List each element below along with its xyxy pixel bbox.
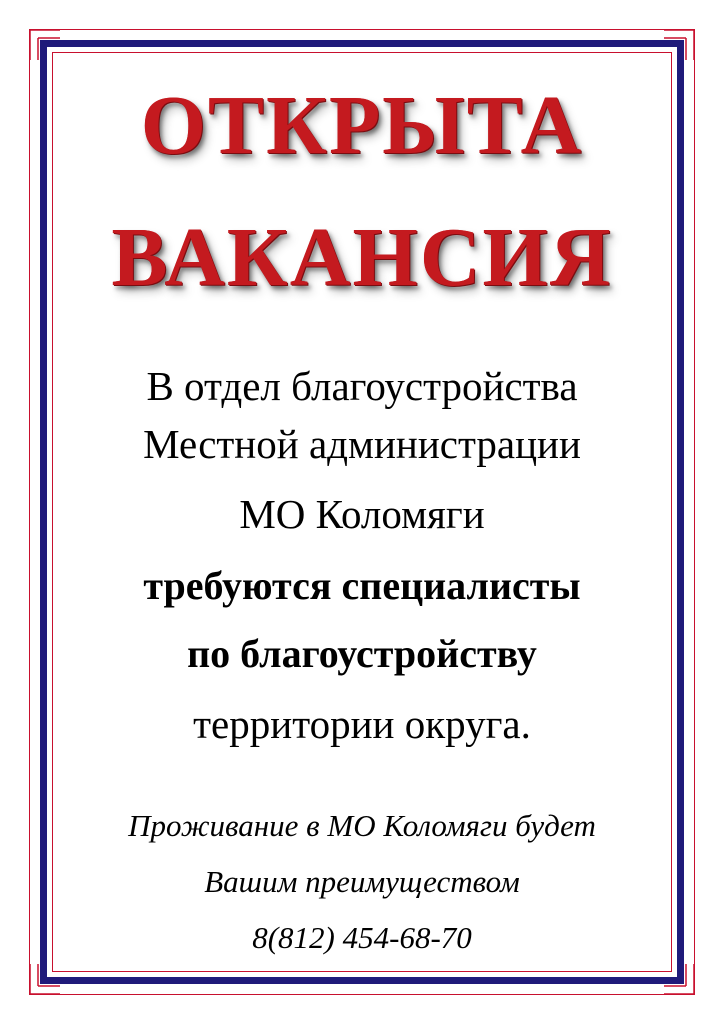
- corner-ornament-bottom-right: [664, 964, 694, 994]
- headline-vacancy: ВАКАНСИЯ: [0, 210, 724, 306]
- administration-line: Местной администрации: [143, 421, 581, 467]
- residence-advantage-line: Проживание в МО Коломяги будет: [128, 808, 596, 843]
- phone-number: 8(812) 454-68-70: [252, 920, 472, 955]
- improvement-line: по благоустройству: [187, 631, 537, 676]
- department-line: В отдел благоустройства: [146, 363, 578, 409]
- municipality-line: МО Коломяги: [239, 491, 485, 537]
- headline-open: ОТКРЫТА: [0, 78, 724, 174]
- corner-ornament-top-left: [30, 30, 60, 60]
- territory-line: территории округа.: [193, 701, 531, 747]
- advantage-line: Вашим преимуществом: [204, 864, 520, 899]
- corner-ornament-top-right: [664, 30, 694, 60]
- specialists-required-line: требуются специалисты: [143, 563, 581, 608]
- corner-ornament-bottom-left: [30, 964, 60, 994]
